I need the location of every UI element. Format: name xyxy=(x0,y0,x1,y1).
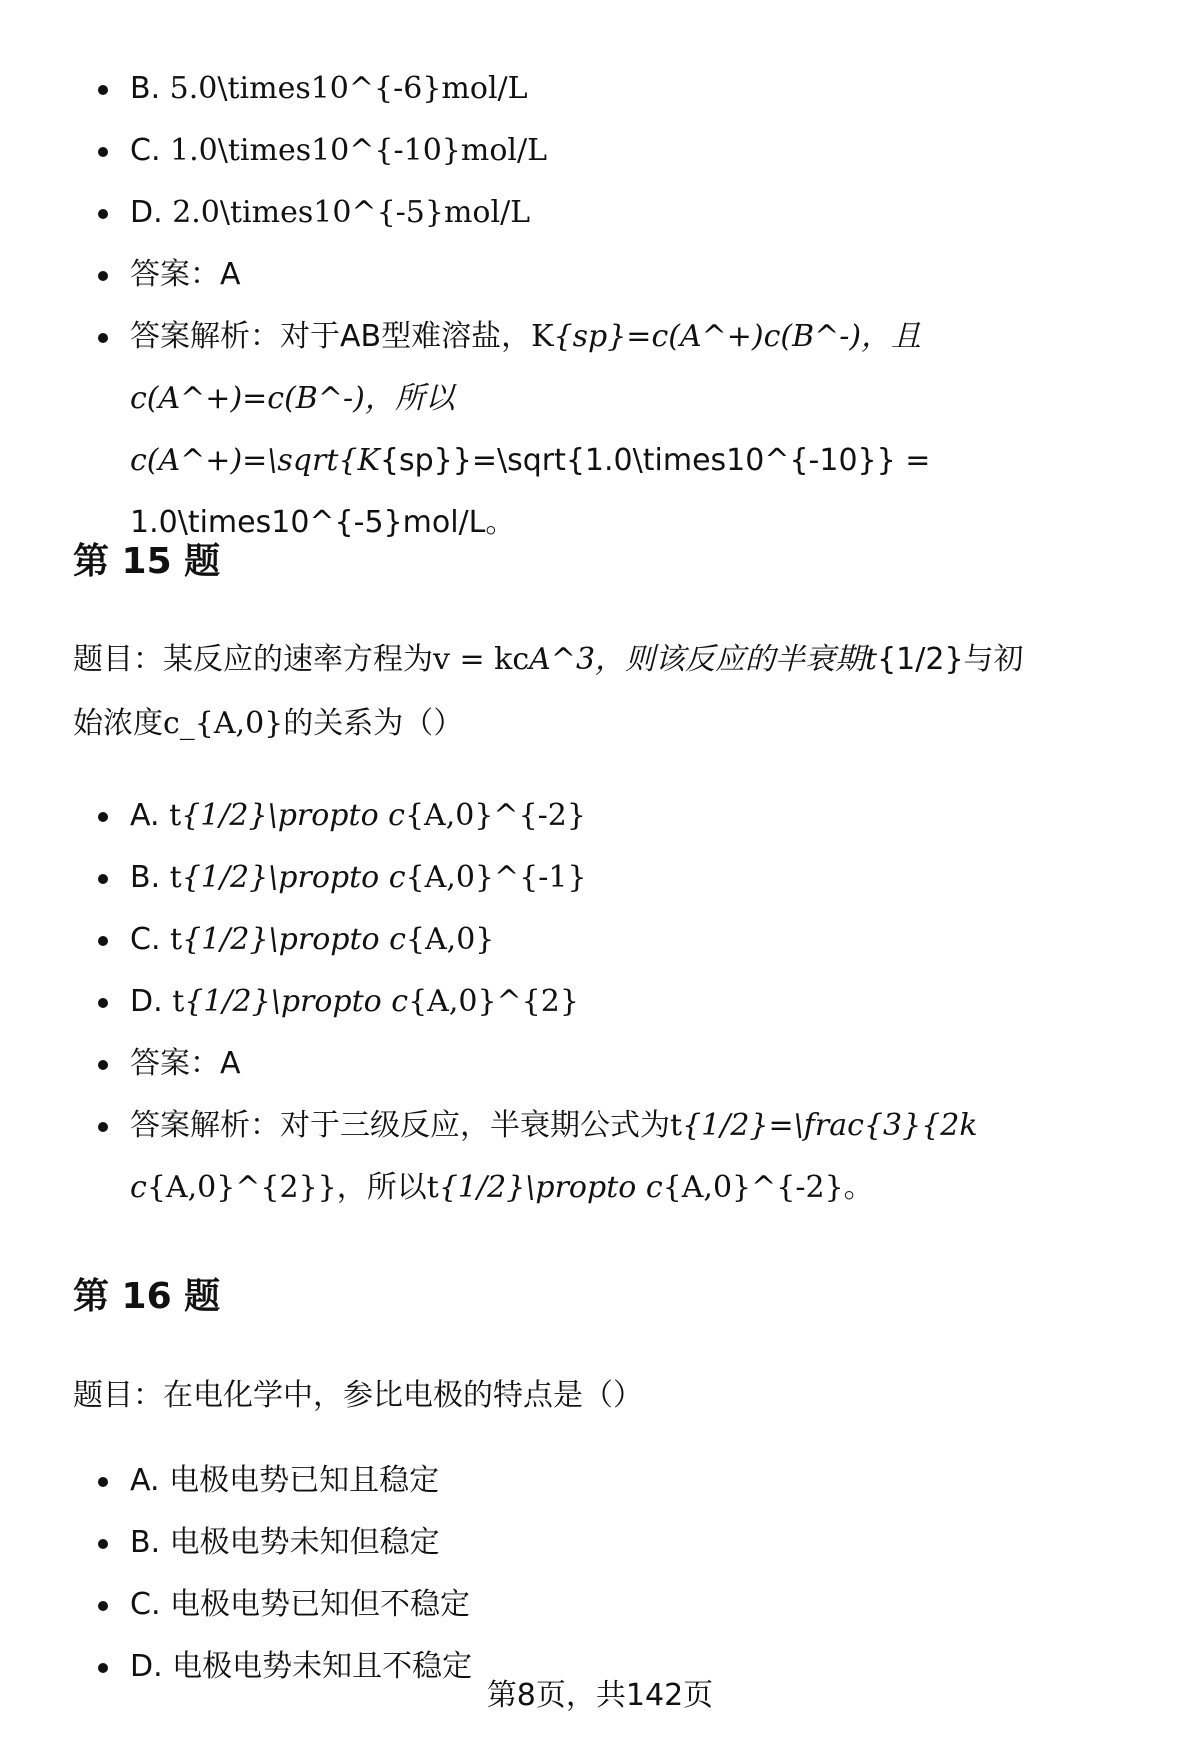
option-formula: t xyxy=(169,860,182,895)
answer xyxy=(0,244,1200,306)
option-formula: {A,0}^{2} xyxy=(408,984,579,1019)
question-16-header xyxy=(0,1277,1200,1317)
option-b xyxy=(0,847,1200,909)
option-label: D. xyxy=(130,195,173,230)
explanation-formula-italic: {1/2}\propto c xyxy=(438,1170,663,1205)
option-formula: {A,0} xyxy=(405,922,495,957)
option-d xyxy=(0,182,1200,244)
option-label: D. xyxy=(130,984,173,1019)
option-b: B. 电极电势未知但稳定 xyxy=(0,1512,1200,1574)
option-c xyxy=(0,120,1200,182)
answer xyxy=(0,1033,1200,1095)
explanation-text: 。 xyxy=(843,1170,874,1205)
option-label: C. xyxy=(130,922,171,957)
stem-text: 的关系为（） xyxy=(283,706,464,741)
option-formula-italic: {1/2}\propto c xyxy=(181,860,406,895)
explanation-text: 答案解析：对于三级反应，半衰期公式为 xyxy=(130,1108,670,1143)
question-15-options-block xyxy=(0,785,1200,1219)
explanation-formula: K xyxy=(531,319,554,354)
option-label: B. xyxy=(130,71,170,106)
explanation-formula-italic: {1/2}=\frac{3}{2k c xyxy=(130,1108,978,1205)
page-number: 第8页，共142页 xyxy=(486,1678,714,1713)
option-formula-italic: {1/2}\propto c xyxy=(184,984,409,1019)
option-label: C. xyxy=(130,133,171,168)
question-15-options xyxy=(0,785,1200,1219)
option-b xyxy=(0,58,1200,120)
explanation-text: ，所以 xyxy=(336,1170,427,1205)
answer-text: 答案：A xyxy=(130,257,241,292)
option-formula-italic: {1/2}\propto c xyxy=(181,798,405,833)
option-formula: t xyxy=(170,922,183,957)
option-c: C. 电极电势已知但不稳定 xyxy=(0,1574,1200,1636)
explanation-formula: t xyxy=(426,1170,439,1205)
option-label: B. xyxy=(130,860,170,895)
answer-explanation xyxy=(0,1095,1200,1219)
option-a: A. 电极电势已知且稳定 xyxy=(0,1450,1200,1512)
question-14-options xyxy=(0,58,1200,554)
question-16-options xyxy=(0,1450,1200,1698)
stem-text: {1/2}与初始浓度 xyxy=(73,642,1024,741)
option-d: D. 电极电势未知且不稳定 xyxy=(0,1636,1200,1698)
stem-formula: c_{A,0} xyxy=(163,706,284,741)
question-15-header xyxy=(0,542,1200,582)
stem-text: 题目：某反应的速率方程为 xyxy=(73,642,433,677)
explanation-text: 答案解析：对于AB型难溶盐， xyxy=(130,319,532,354)
option-label: A. xyxy=(130,798,170,833)
option-formula: t xyxy=(172,984,185,1019)
question-heading: 第 16 题 xyxy=(73,1276,221,1317)
explanation-text: {sp}}=\sqrt{1.0\times10^{-10}} = 1.0\times10^{-5}mol/L。 xyxy=(130,443,931,540)
question-stem xyxy=(0,628,1200,756)
option-d xyxy=(0,971,1200,1033)
option-formula: {A,0}^{-1} xyxy=(405,860,587,895)
option-c xyxy=(0,909,1200,971)
question-16-stem xyxy=(0,1364,1200,1428)
answer-text: 答案：A xyxy=(130,1046,241,1081)
question-heading: 第 15 题 xyxy=(73,541,221,582)
explanation-formula: {A,0}^{2}} xyxy=(146,1170,337,1205)
question-15-stem xyxy=(0,628,1200,756)
option-formula: {A,0}^{-2} xyxy=(404,798,586,833)
option-formula: 1.0\times10^{-10}mol/L xyxy=(170,133,548,168)
question-14-continued xyxy=(0,58,1200,554)
question-stem: 题目：在电化学中，参比电极的特点是（） xyxy=(73,1378,643,1413)
option-formula: 5.0\times10^{-6}mol/L xyxy=(169,71,528,106)
answer-explanation xyxy=(0,306,1200,554)
stem-formula: v = kc xyxy=(433,642,530,677)
explanation-formula: {A,0}^{-2} xyxy=(662,1170,844,1205)
option-a xyxy=(0,785,1200,847)
explanation-formula-italic: {sp}=c(A^+)c(B^-)，且c(A^+)=c(B^-)，所以c(A^+)=\sqrt{K xyxy=(130,319,922,478)
option-formula: 2.0\times10^{-5}mol/L xyxy=(172,195,531,230)
option-formula: t xyxy=(169,798,182,833)
question-16-options-block xyxy=(0,1450,1200,1698)
option-formula-italic: {1/2}\propto c xyxy=(182,922,406,957)
stem-formula-italic: A^3，则该反应的半衰期t xyxy=(529,642,878,677)
explanation-formula: t xyxy=(670,1108,683,1143)
